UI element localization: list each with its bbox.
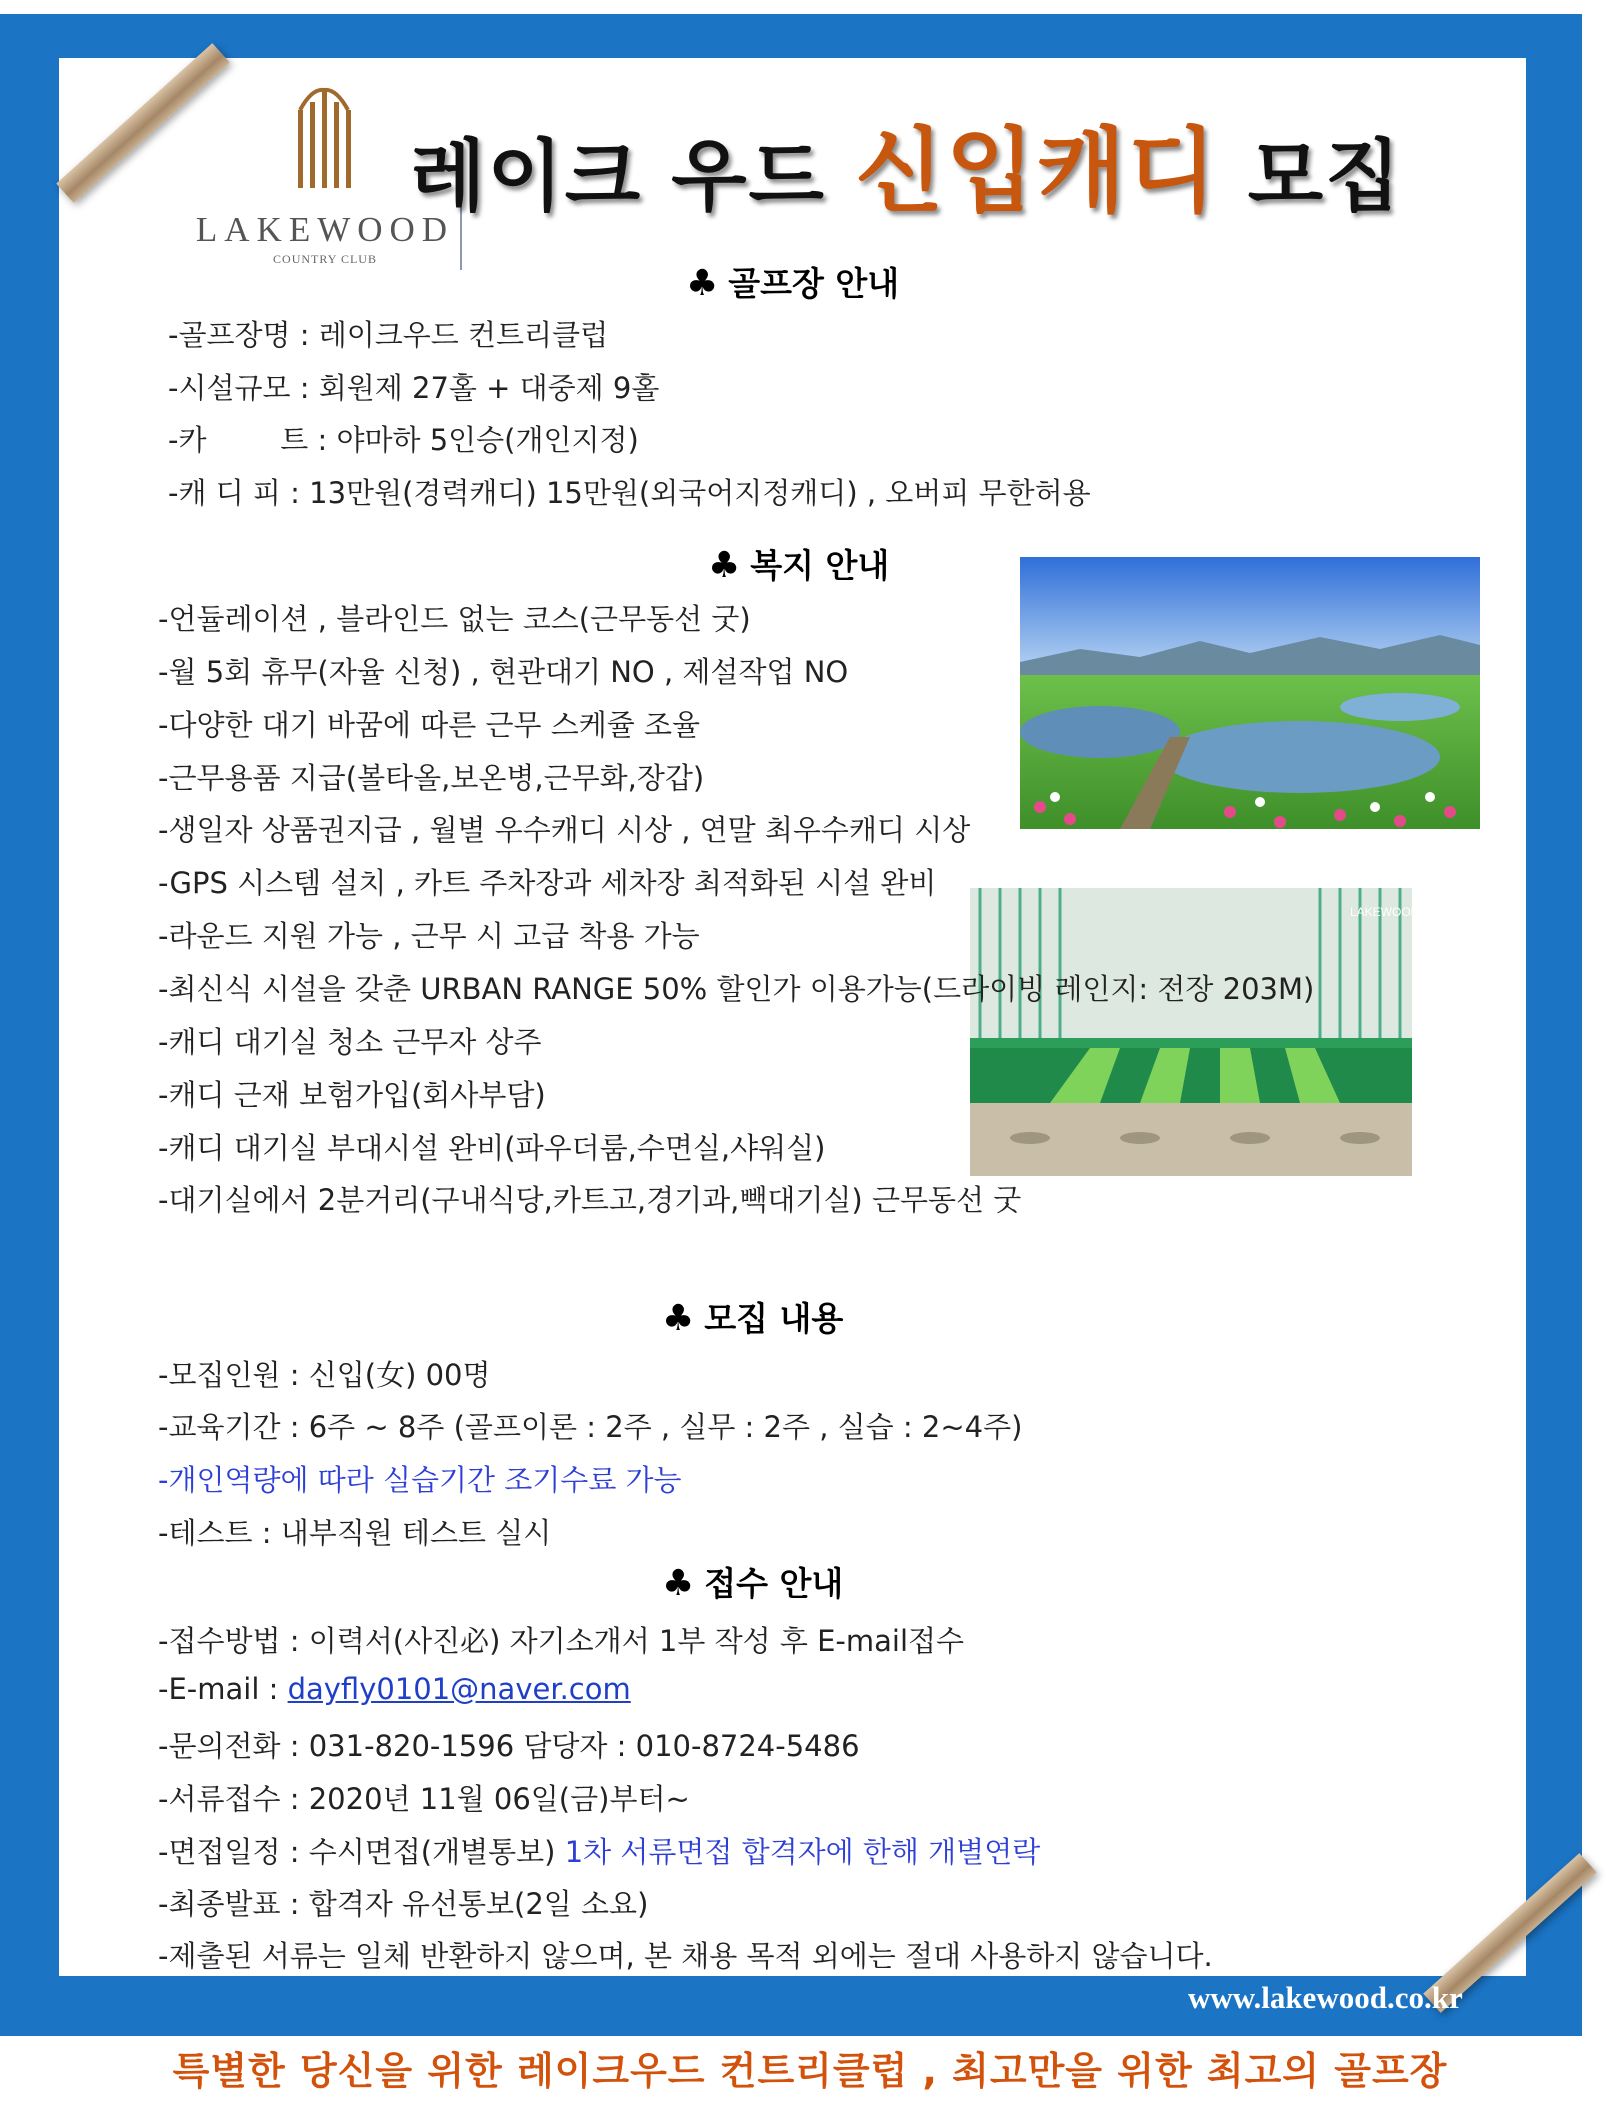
welfare-line: -캐디 근재 보험가입(회사부담): [158, 1078, 546, 1112]
recruit-line: -테스트 : 내부직원 테스트 실시: [158, 1516, 552, 1550]
logo-name: LAKEWOOD: [195, 210, 455, 249]
golf-line: -골프장명 : 레이크우드 컨트리클럽: [168, 318, 609, 352]
welfare-line: -캐디 대기실 청소 근무자 상주: [158, 1025, 542, 1059]
club-icon: ♣: [686, 263, 719, 304]
golf-line: -캐 디 피 : 13만원(경력캐디) 15만원(외국어지정캐디) , 오버피 무한허용: [168, 476, 1091, 510]
club-icon: ♣: [662, 1298, 695, 1339]
title-part-1: 레이크 우드: [410, 132, 856, 222]
recruit-line: -교육기간 : 6주 ~ 8주 (골프이론 : 2주 , 실무 : 2주 , 실습 : 2~4주): [158, 1410, 1023, 1444]
welfare-line: -캐디 대기실 부대시설 완비(파우더룸,수면실,샤워실): [158, 1131, 826, 1165]
section-golf-heading: [686, 258, 899, 305]
title-part-3: 모집: [1218, 132, 1403, 222]
range-watermark: LAKEWOOD: [1350, 905, 1420, 919]
section-apply-label: 접수 안내: [704, 1564, 844, 1603]
welfare-line: -생일자 상품권지급 , 월별 우수캐디 시상 , 연말 최우수캐디 시상: [158, 813, 971, 847]
section-recruit-heading: [662, 1293, 843, 1340]
welfare-line: -근무용품 지급(볼타올,보온병,근무화,장갑): [158, 761, 705, 795]
apply-method: -접수방법 : 이력서(사진必) 자기소개서 1부 작성 후 E-mail접수: [158, 1624, 965, 1658]
club-icon: ♣: [662, 1563, 695, 1604]
apply-email-row: [158, 1672, 631, 1706]
golf-course-photo: [1020, 557, 1480, 829]
footer-slogan: 특별한 당신을 위한 레이크우드 컨트리클럽 , 최고만을 위한 최고의 골프장: [172, 2049, 1448, 2093]
section-welfare-heading: [708, 540, 889, 587]
club-icon: ♣: [708, 545, 741, 586]
section-apply-heading: [662, 1558, 843, 1605]
apply-notice: -제출된 서류는 일체 반환하지 않으며, 본 채용 목적 외에는 절대 사용하지 않습니다.: [158, 1939, 1213, 1973]
apply-email-link[interactable]: dayfly0101@naver.com: [287, 1672, 631, 1706]
welfare-line: -라운드 지원 가능 , 근무 시 고급 착용 가능: [158, 919, 700, 953]
recruit-line-highlight: -개인역량에 따라 실습기간 조기수료 가능: [158, 1463, 682, 1497]
logo-subtitle: COUNTRY CLUB: [273, 252, 377, 266]
welfare-line: -언듈레이션 , 블라인드 없는 코스(근무동선 굿): [158, 602, 751, 636]
website-url[interactable]: www.lakewood.co.kr: [1188, 1980, 1463, 2015]
lakewood-mark-icon: [290, 80, 360, 190]
apply-interview-row: [158, 1830, 1040, 1871]
golf-line: -시설규모 : 회원제 27홀 + 대중제 9홀: [168, 371, 660, 405]
apply-email-label: -E-mail :: [158, 1672, 288, 1706]
welfare-line: -최신식 시설을 갖춘 URBAN RANGE 50% 할인가 이용가능(드라이빙 레인지: 전장 203M): [158, 972, 1315, 1006]
apply-phone: -문의전화 : 031-820-1596 담당자 : 010-8724-5486: [158, 1729, 860, 1763]
title-part-2: 신입캐디: [855, 118, 1219, 225]
section-recruit-label: 모집 내용: [704, 1299, 844, 1338]
welfare-line: -월 5회 휴무(자율 신청) , 현관대기 NO , 제설작업 NO: [158, 655, 849, 689]
apply-docs: -서류접수 : 2020년 11월 06일(금)부터~: [158, 1782, 690, 1816]
welfare-line: -대기실에서 2분거리(구내식당,카트고,경기과,빽대기실) 근무동선 굿: [158, 1183, 1022, 1217]
driving-range-illustration: [970, 888, 1420, 1176]
apply-final: -최종발표 : 합격자 유선통보(2일 소요): [158, 1887, 649, 1921]
apply-interview-label: -면접일정 : 수시면접(개별통보): [158, 1835, 565, 1869]
golf-course-illustration: [1020, 557, 1480, 829]
page-title: [410, 98, 1403, 225]
section-welfare-label: 복지 안내: [750, 546, 890, 585]
welfare-line: -다양한 대기 바꿈에 따른 근무 스케쥴 조율: [158, 708, 701, 742]
section-golf-label: 골프장 안내: [728, 264, 900, 303]
driving-range-photo: [970, 888, 1420, 1176]
golf-line: -카 트 : 야마하 5인승(개인지정): [168, 423, 639, 457]
recruit-line: -모집인원 : 신입(女) 00명: [158, 1358, 491, 1392]
apply-interview-note: 1차 서류면접 합격자에 한해 개별연락: [564, 1835, 1041, 1869]
welfare-line: -GPS 시스템 설치 , 카트 주차장과 세차장 최적화된 시설 완비: [158, 866, 937, 900]
